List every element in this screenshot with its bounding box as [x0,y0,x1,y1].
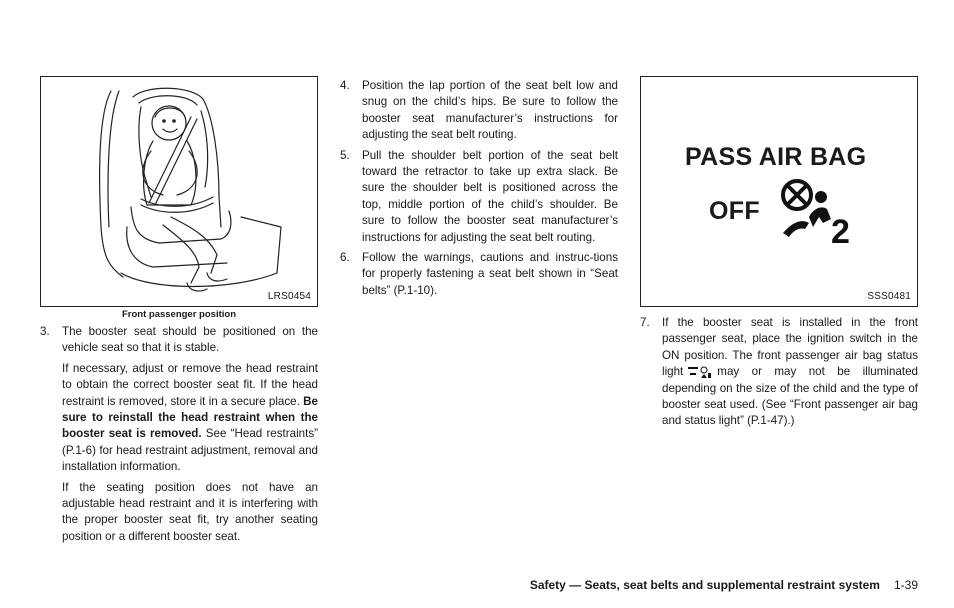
column-left [40,76,318,545]
passenger-airbag-off-icon [779,175,859,247]
paragraph-head-restraint [62,361,318,476]
list-item-7 [640,315,918,430]
page-footer [530,578,918,592]
paragraph-seating-position: If the seating position does not have an adjustable head restraint and it is interfering with the proper booster seat fit, try another seating position or a different booster seat. [62,480,318,543]
page-number: 1-39 [893,578,918,592]
paragraph-text: See “Head restraints” (P.1-6) for head restraint adjustment, removal and installation information. [62,427,318,474]
item-text: The booster seat should be positioned on the vehicle seat so that it is stable. [62,325,318,355]
paragraph-text: If necessary, adjust or remove the head restraint to obtain the correct booster seat fit. If the head restraint is removed, store it in a secure place. [62,361,318,408]
booster-seat-figure [40,76,318,307]
child-booster-seat-illustration [41,77,317,306]
warning-text: Be sure to reinstall the head restraint when the booster seat is removed. [62,394,318,441]
indicator-line-2: OFF [709,197,760,225]
footer-section-title: Safety — Seats, seat belts and supplemental restraint system [529,578,880,592]
list-item-3 [40,324,318,357]
column-middle [340,78,618,299]
airbag-status-light-icon [687,365,713,379]
item-number: 6. [340,251,350,265]
item-text: Position the lap portion of the seat belt low and snug on the child’s hips. Be sure to follow the booster seat manufacturer’s instructions for adjusting the seat belt routing. [362,79,618,142]
svg-text:2: 2 [831,213,850,247]
item-text: Follow the warnings, cautions and instruc-tions for properly fastening a seat belt shown in “Seat belts” (P.1-10). [362,251,618,297]
item-text [662,315,918,430]
list-item-5 [340,148,618,246]
figure-caption: Front passenger position [121,309,236,320]
figure-code: SSS0481 [867,291,911,302]
item-text: Pull the shoulder belt portion of the seat belt toward the retractor to take up extra slack. Be sure the shoulder belt is positioned across the top, middle portion of the child’s shoulder. Be sure to follow the booster seat manufacturer’s instructions for adjusting the seat belt routing. [362,148,618,244]
airbag-indicator-figure [640,76,918,307]
item-text-part: may or may not be illuminated depending on the size of the child and the type of booster seat used. (See “Front passenger air bag and status light” (P.1-47).) [662,365,918,428]
item-number: 3. [40,325,50,338]
item-number: 4. [340,79,350,92]
item-number: 5. [340,148,350,162]
indicator-line-1: PASS AIR BAG [685,143,867,171]
figure-code: LRS0454 [267,291,311,302]
list-item-6 [340,250,618,299]
column-right [640,76,918,430]
item-number: 7. [640,316,650,329]
item-text-part: If the booster seat is installed in the front passenger seat, place the ignition switch in the ON position. The front passenger air bag status light [662,316,918,379]
list-item-4 [340,78,618,144]
